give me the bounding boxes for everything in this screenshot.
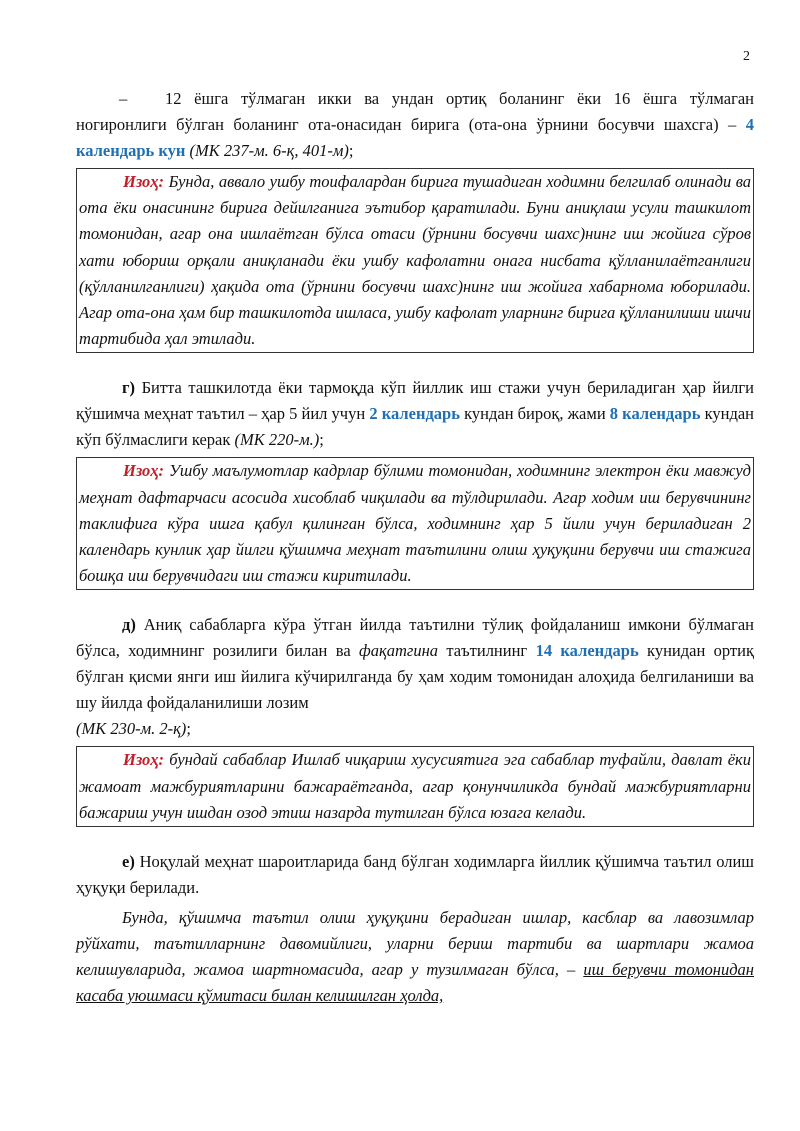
document-body — [76, 86, 754, 1009]
item-d-text1: Аниқ сабабларга кўра ўтган йилда таътилни тўлиқ фойдаланиш имкони бўлмаган бўлса, ходимнинг розилиги билан ва — [76, 615, 754, 661]
item-d-ref: (МК 230-м. 2-қ) — [76, 719, 187, 739]
item-v-end: ; — [348, 141, 354, 160]
item-d-text3: кунидан ортиқ бўлган қисми янги иш йилига кўчирилганда бу ҳам ходим томонидан алоҳида белгиланиши ва шу йилда фойдаланилиши лозим — [76, 641, 754, 713]
item-g-letter: г) — [122, 378, 135, 398]
note-label-2: Изоҳ: — [123, 461, 165, 481]
item-d-ref-line — [76, 716, 754, 742]
item-d-text2: таътилнинг — [438, 641, 536, 661]
page-number: 2 — [743, 49, 750, 64]
closing-text: Бунда, қўшимча таътил олиш ҳуқуқини берадиган ишлар, касблар ва лавозимлар рўйхати, таътилларнинг давомийлиги, уларни бериш тартиби ва шартлари жамоа келишувларида, жамоа шартномасида, агар у тузилмаган бўлса, – — [76, 908, 754, 980]
item-g-days1: 2 календарь — [369, 404, 460, 424]
note-box-2 — [76, 457, 754, 590]
item-d-letter: д) — [122, 615, 136, 635]
item-g-text1: Битта ташкилотда ёки тармоқда кўп йиллик иш стажи учун бериладиган ҳар йилги қўшимча меҳнат таътил – ҳар 5 йил учун — [76, 378, 754, 424]
item-v-ref: (МК 237-м. 6-қ, 401-м) — [189, 141, 349, 160]
item-e-paragraph — [76, 849, 754, 901]
item-d-end: ; — [186, 719, 191, 739]
item-d-paragraph — [76, 612, 754, 716]
item-g-paragraph — [76, 375, 754, 453]
item-v-text: 12 ёшга тўлмаган икки ва ундан ортиқ боланинг ёки 16 ёшга тўлмаган ногиронлиги бўлган боланинг ота-онасидан бирига (ота-она ўрнини босувчи шахсга) — [76, 89, 754, 134]
item-g-text3: кундан кўп бўлмаслиги керак — [76, 404, 754, 450]
item-v-dash: – — [119, 89, 128, 108]
item-g-ref: (МК 220-м.) — [234, 430, 320, 450]
note-label-3: Изоҳ: — [123, 750, 165, 770]
item-e-letter: е) — [122, 852, 135, 872]
note-box-1 — [76, 168, 754, 353]
item-v-days: 4 календарь кун — [76, 115, 755, 160]
item-d-days: 14 календарь — [535, 641, 639, 661]
item-g-days2: 8 календарь — [609, 404, 701, 424]
item-d-only: фақатгина — [359, 641, 439, 661]
note-label-1: Изоҳ: — [123, 172, 165, 191]
item-v-dash2: – — [728, 115, 746, 134]
item-g-text2: кундан бироқ, жами — [459, 404, 610, 424]
closing-underlined: иш берувчи томонидан касаба уюшмаси қўмитаси билан келишилган ҳолда, — [76, 960, 754, 1006]
item-v-paragraph — [76, 86, 754, 164]
item-g-end: ; — [319, 430, 324, 450]
closing-paragraph — [76, 905, 754, 1009]
note-box-3 — [76, 746, 754, 827]
item-e-text: Ноқулай меҳнат шароитларида банд бўлган ходимларга йиллик қўшимча таътил олиш ҳуқуқи берилади. — [76, 852, 754, 898]
note-text-3: бундай сабаблар Ишлаб чиқариш хусусиятига эга сабаблар туфайли, давлат ёки жамоат мажбуриятларини бажараётганда, агар қонунчиликда бундай мажбуриятларни бажариш учун ишдан озод этиш назарда тутилган бўлса юзага келади. — [79, 750, 751, 822]
note-text-2: Ушбу маълумотлар кадрлар бўлими томонидан, ходимнинг электрон ёки мавжуд меҳнат дафтарчаси асосида хисоблаб чиқилади ва тўлдирилади. Агар ходим иш берувчининг таклифига кўра ишга қабул қилинган бўлса, ходимнинг ҳар 5 йили учун бериладиган 2 календарь кунлик ҳар йилги қўшимча меҳнат таътилини олиш ҳуқуқини берувчи иш стажига бошқа иш берувчидаги иш стажи киритилади. — [79, 461, 752, 586]
note-text-1: Бунда, аввало ушбу тоифалардан бирига тушадиган ходимни белгилаб олинади ва ота ёки онасининг бирига дейилганига эътибор қаратилади. Буни аниқлаш усули ташкилот томонидан, агар она ишлаётган бўлса отаси (ўрнини босувчи шахс)нинг иш жойига сўров хати юбориш орқали аниқланади ёки ушбу кафолатни онага нисбата қўлланилаётганлиги (қўлланилганлиги) ҳақида ота (ўрнини босувчи шахс)нинг иш жойига хабарнома юборилади. Агар ота-она ҳам бир ташкилотда ишласа, ушбу кафолат уларнинг бирига қўлланилиши ишчи тартибида ҳал этилади. — [79, 172, 752, 349]
